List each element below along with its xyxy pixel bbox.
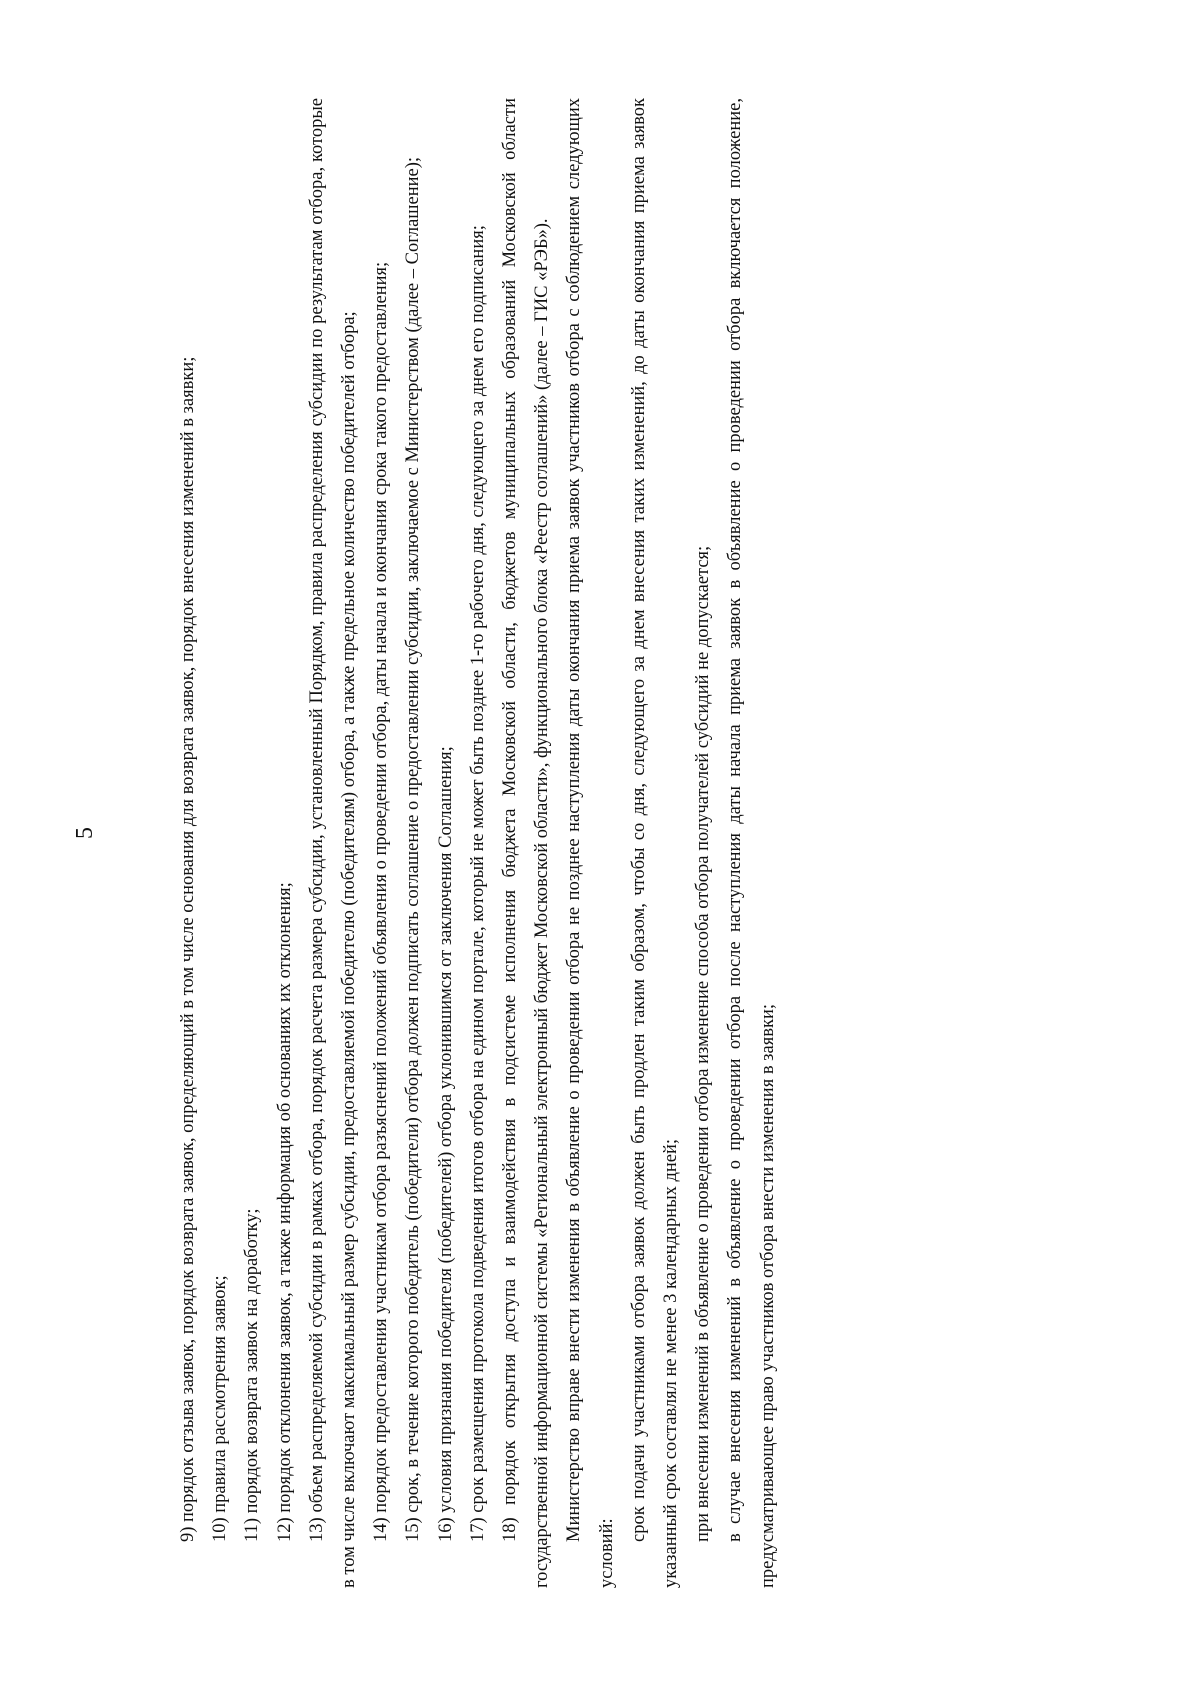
document-body: [172, 98, 784, 1588]
paragraph-condition-changes: в случае внесения изменений в объявление о проведении отбора после наступления даты начала приема заявок в объявление о проведении отбора включается положение, предусматривающее право участников отбора внести изменения в заявки;: [725, 98, 778, 1588]
paragraph-item-17: 17) срок размещения протокола подведения итогов отбора на едином портале, который не может быть позднее 1-го рабочего дня, следующего за днем его подписания;: [467, 225, 488, 1542]
paragraph-item-15: 15) срок, в течение которого победитель (победители) отбора должен подписать соглашение о предоставлении субсидии, заключаемое с Министерством (далее – Соглашение);: [403, 156, 424, 1542]
rotated-text-block: [72, 98, 1032, 1588]
paragraph-item-13: 13) объем распределяемой субсидии в рамках отбора, порядок расчета размера субсидии, установленный Порядком, правила распределения субсидии по результатам отбора, которые в том числе включают максимальный размер субсидии, предоставляемой победителю (победителям) отбора, а также предельное количество победителей отбора;: [306, 98, 360, 1588]
paragraph-item-9: 9) порядок отзыва заявок, порядок возврата заявок, определяющий в том числе основания для возврата заявок, порядок внесения изменений в заявки;: [178, 356, 198, 1542]
paragraph-ministry-rights: Министерство вправе внести изменения в объявление о проведении отбора не позднее наступления даты окончания приема заявок участников отбора с соблюдением следующих условий:: [564, 98, 617, 1588]
paragraph-item-11: 11) порядок возврата заявок на доработку;: [242, 1208, 263, 1542]
paragraph-item-14: 14) порядок предоставления участникам отбора разъяснений положений объявления о проведении отбора, даты начала и окончания срока такого предоставления;: [371, 261, 392, 1542]
paragraph-item-16: 16) условия признания победителя (победителей) отбора уклонившимся от заключения Соглашения;: [435, 746, 456, 1542]
paragraph-condition-method: при внесении изменений в объявление о проведении отбора изменение способа отбора получателей субсидий не допускается;: [693, 545, 714, 1542]
page-number: 5: [72, 827, 98, 839]
paragraph-condition-deadline: срок подачи участниками отбора заявок должен быть продлен таким образом, чтобы со дня, следующего за днем внесения таких изменений, до даты окончания приема заявок указанный срок составлял не менее 3 календарных дней;: [628, 98, 682, 1588]
paragraph-item-10: 10) правила рассмотрения заявок;: [210, 1275, 231, 1542]
paragraph-item-12: 12) порядок отклонения заявок, а также информация об основаниях их отклонения;: [274, 882, 295, 1542]
paragraph-item-18: 18) порядок открытия доступа и взаимодействия в подсистеме исполнения бюджета Московской области, бюджетов муниципальных образований Московской области государственной информационной системы «Региональный электронный бюджет Московской области», функционального блока «Реестр соглашений» (далее – ГИС «РЭБ»).: [500, 98, 553, 1588]
